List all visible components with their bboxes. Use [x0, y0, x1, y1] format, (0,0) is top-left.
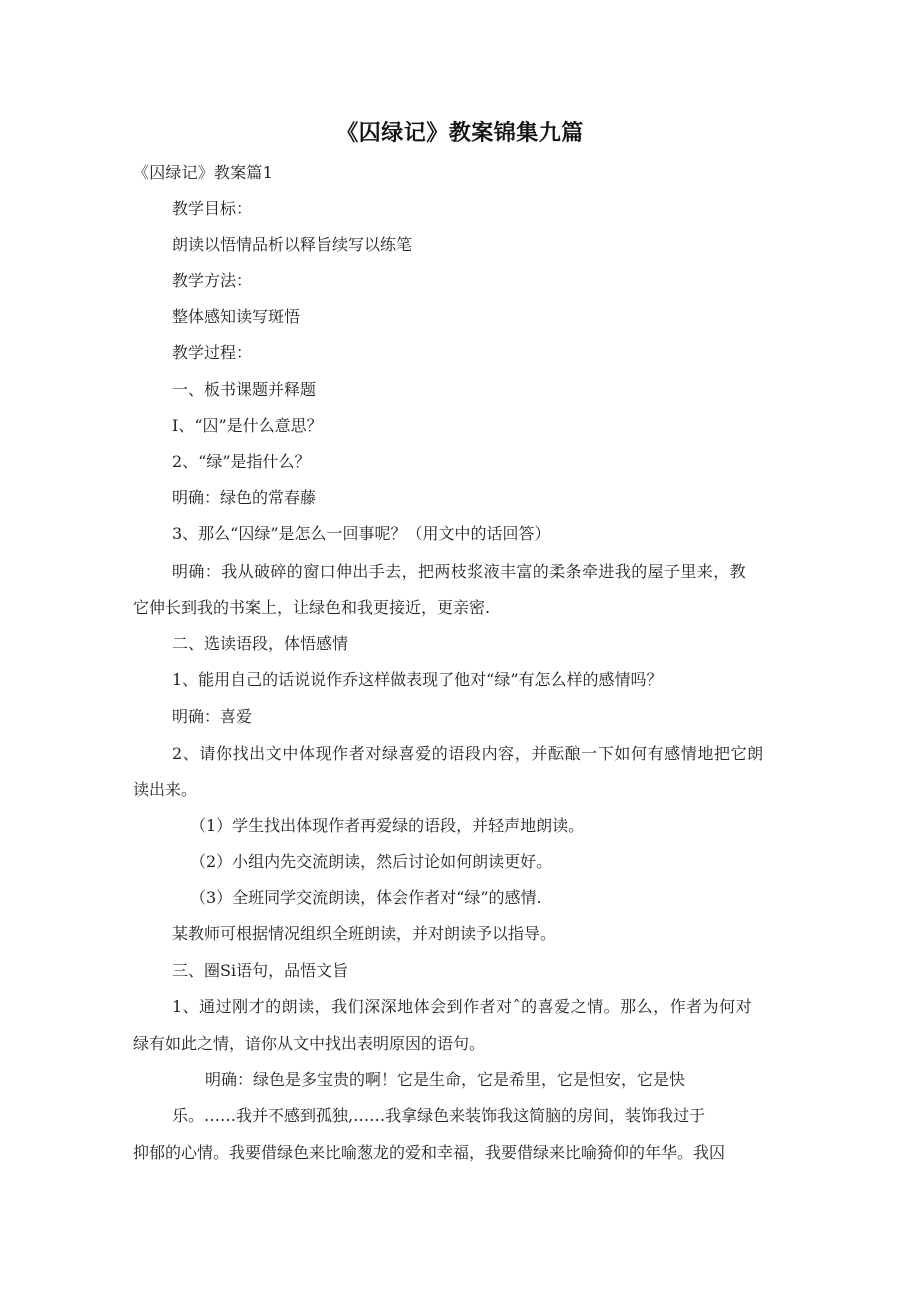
paragraph-line: 1、通过刚才的朗读，我们深深地体会到作者对ˆ的喜爱之情。那么，作者为何对 [172, 997, 753, 1016]
paragraph-line: 一、板书课题并释题 [172, 380, 317, 399]
paragraph-line: 教学过程： [172, 343, 253, 362]
paragraph-line: 乐。……我并不感到孤独,……我拿绿色来装饰我这简脑的房间，装饰我过于 [172, 1106, 706, 1125]
paragraph-line: （1）学生找出体现作者再爱绿的语段，并轻声地朗读。 [190, 816, 585, 835]
paragraph-line: 明确：喜爱 [172, 707, 253, 726]
paragraph-line: 朗读以悟情品析以释旨续写以练笔 [172, 235, 413, 254]
paragraph-line: 抑郁的心情。我要借绿色来比喻葱龙的爱和幸福，我要借绿来比喻猗仰的年华。我囚 [133, 1143, 726, 1162]
paragraph-line: 整体感知读写斑悟 [172, 307, 301, 326]
paragraph-line: （2）小组内先交流朗读，然后讨论如何朗读更好。 [190, 852, 553, 871]
paragraph-line: 二、选读语段，体悟感情 [172, 634, 349, 653]
paragraph-line: 教学方法： [172, 271, 253, 290]
paragraph-line: 三、圈Si语句，品悟文旨 [172, 961, 349, 980]
paragraph-line: （3）全班同学交流朗读，体会作者对“绿”的感情. [190, 888, 542, 907]
paragraph-line: 明确：我从破碎的窗口伸出手去，把两枝浆液丰富的柔条牵进我的屋子里来，教 [172, 562, 747, 581]
paragraph-line: I、“囚”是什么意思？ [172, 416, 323, 435]
paragraph-line: 1、能用自己的话说说作乔这样做表现了他对“绿”有怎么样的感情吗？ [172, 670, 663, 689]
paragraph-line: 2、“绿”是指什么？ [172, 452, 311, 471]
paragraph-line: 某教师可根据情况组织全班朗读，并对朗读予以指导。 [172, 924, 557, 943]
paragraph-line: 教学目标： [172, 199, 253, 218]
document-title: 《囚绿记》教案锦集九篇 [336, 121, 584, 146]
section-heading: 《囚绿记》教案篇1 [133, 163, 273, 182]
paragraph-line: 3、那么“囚绿”是怎么一回事呢？（用文中的话回答） [172, 524, 551, 543]
paragraph-line: 明确：绿色是多宝贵的啊！它是生命，它是希里，它是怛安，它是快 [205, 1070, 686, 1089]
paragraph-line: 2、请你找出文中体现作者对绿喜爱的语段内容，并酝酿一下如何有感情地把它朗 [172, 744, 764, 763]
paragraph-line: 明确：绿色的常春藤 [172, 488, 317, 507]
paragraph-line: 绿有如此之情，谙你从文中找出表明原因的语句。 [133, 1034, 486, 1053]
paragraph-line: 它伸长到我的书案上，让绿色和我更接近，更亲密. [133, 598, 491, 617]
paragraph-line: 读出来。 [133, 780, 198, 799]
